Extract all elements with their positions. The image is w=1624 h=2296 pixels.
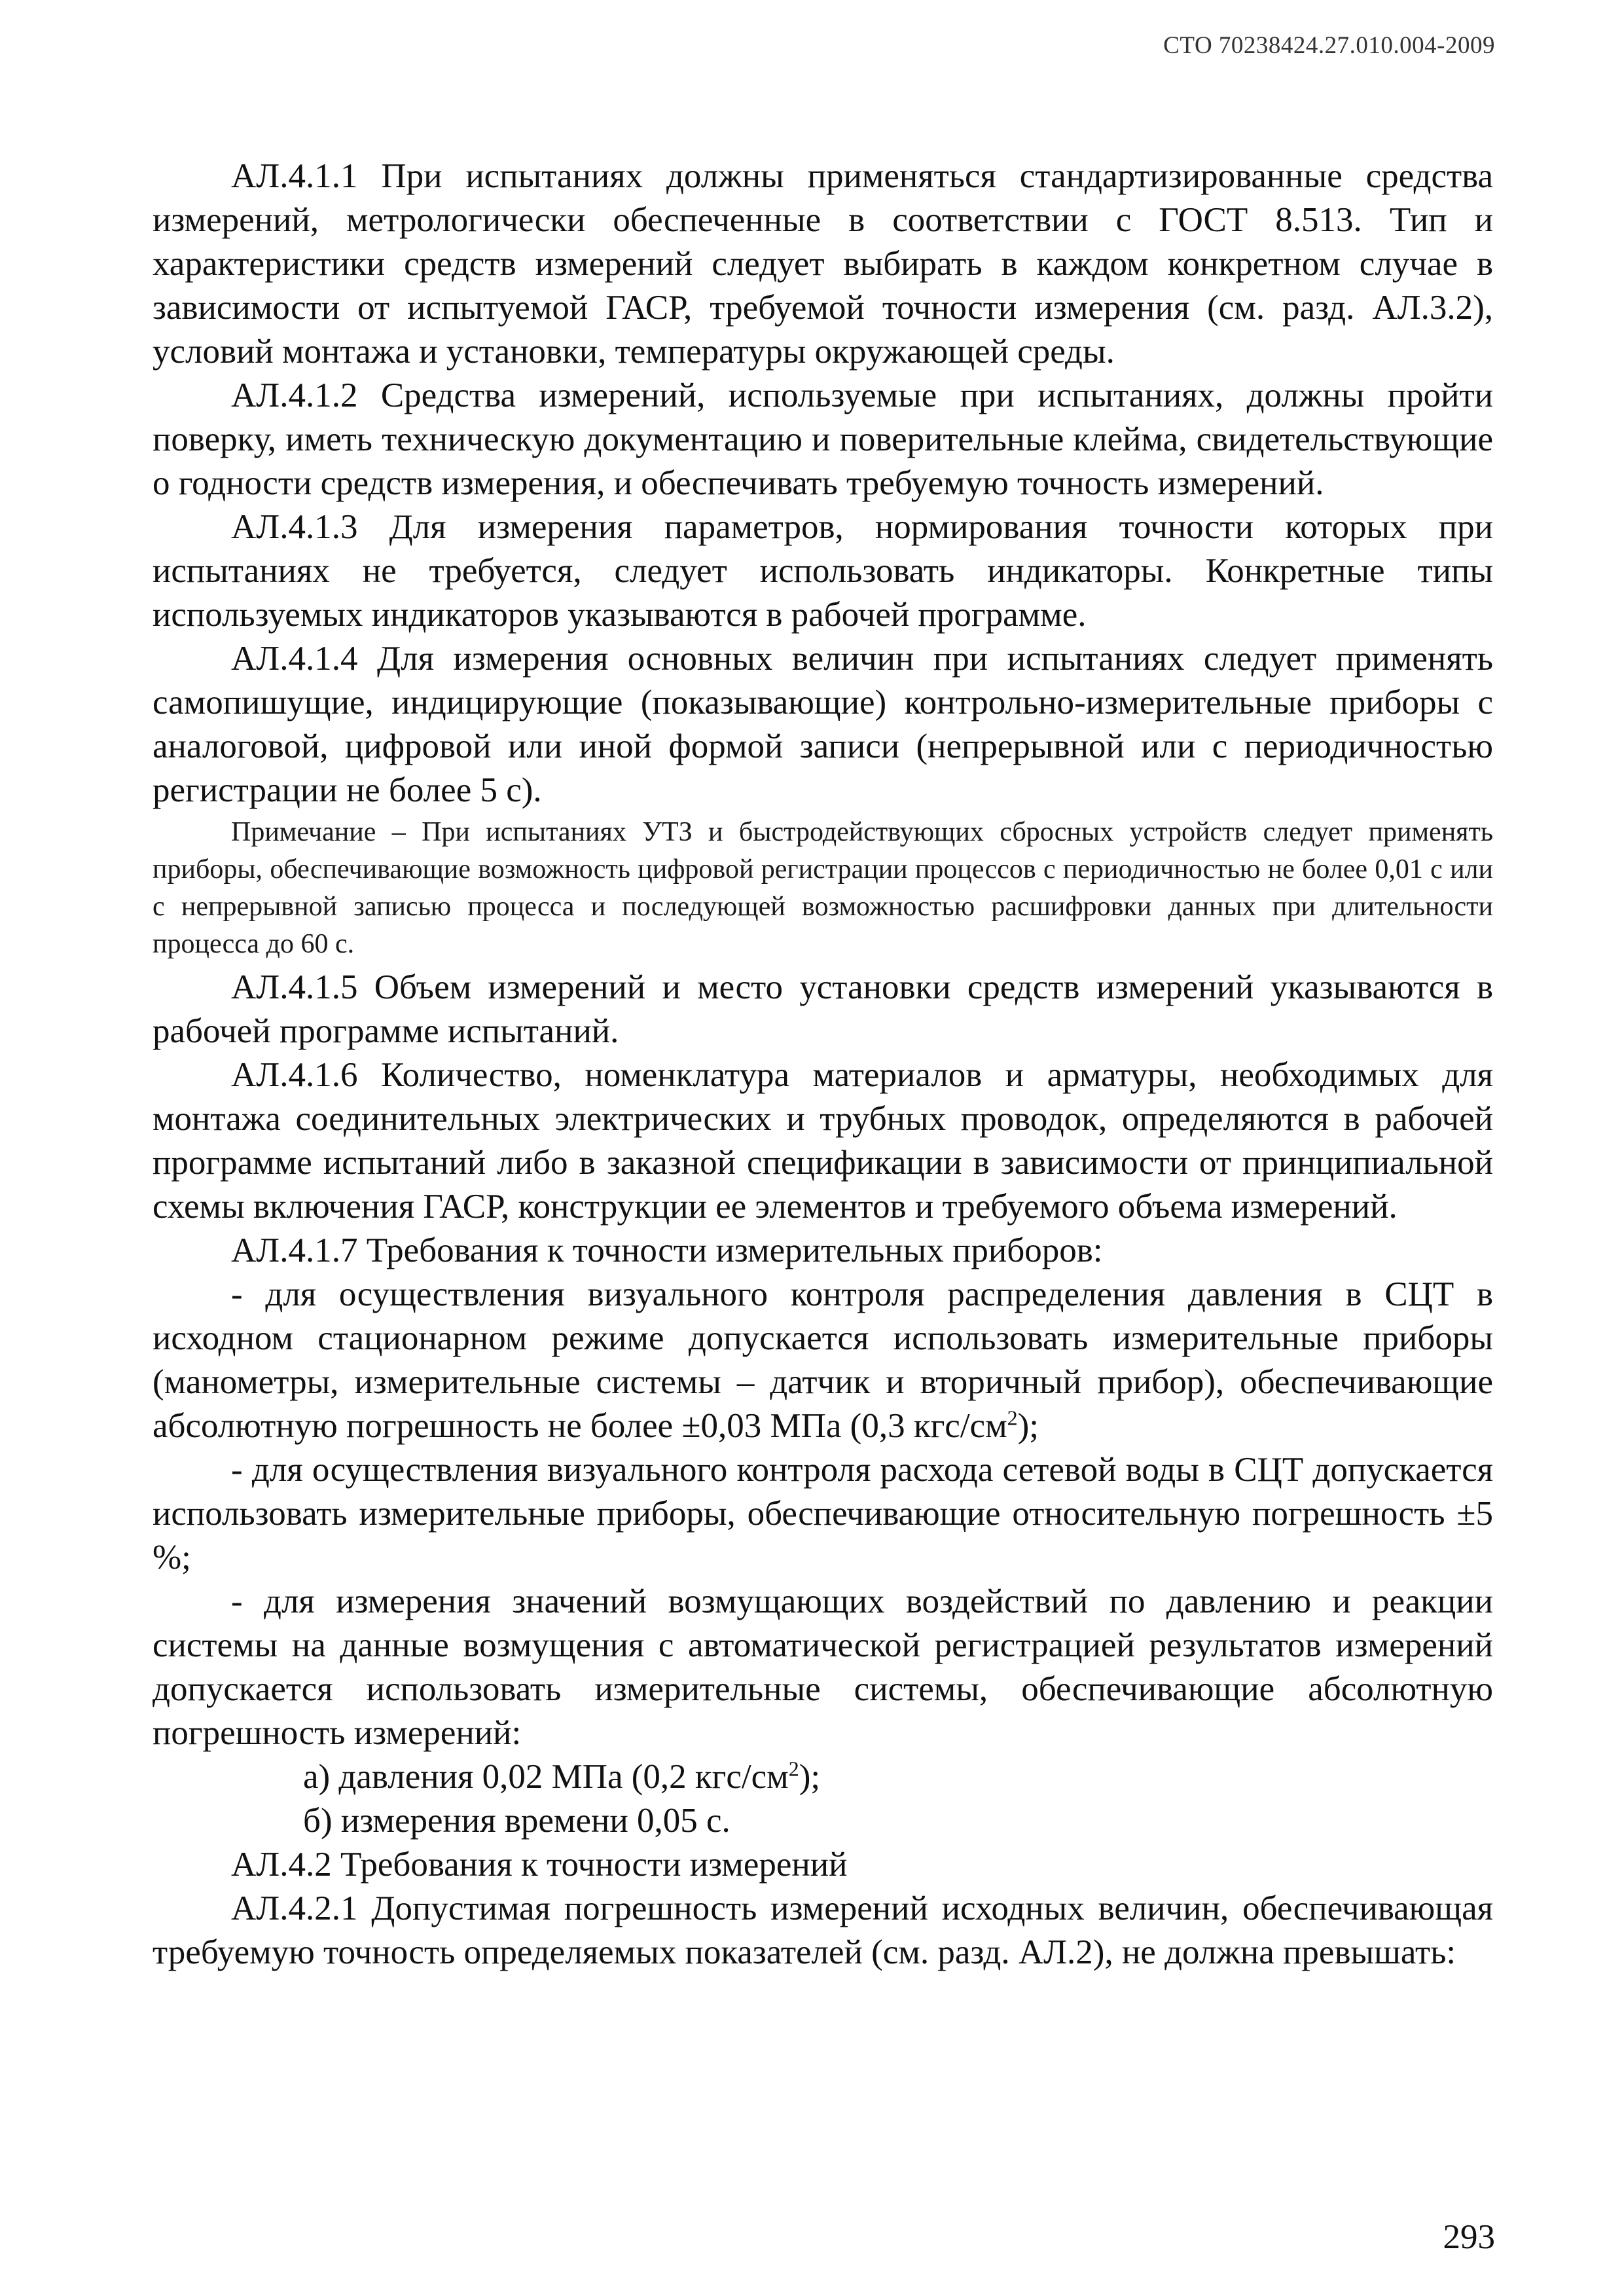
superscript: 2 xyxy=(1007,1406,1018,1430)
page-number: 293 xyxy=(1443,2218,1495,2256)
paragraph-al-4-2-1: АЛ.4.2.1 Допустимая погрешность измерений исходных величин, обеспечивающая требуемую точность определяемых показателей (см. разд. АЛ.2), не должна превышать: xyxy=(153,1889,1493,1971)
superscript: 2 xyxy=(788,1757,799,1781)
paragraph-al-4-1-5: АЛ.4.1.5 Объем измерений и место установки средств измерений указываются в рабочей программе испытаний. xyxy=(153,968,1493,1050)
list-item-disturbance-measurement: - для измерения значений возмущающих воздействий по давлению и реакции системы на данные возмущения с автоматической регистрацией результатов измерений допускается использовать измерительные системы, обеспечивающие абсолютную погрешность измерений: xyxy=(153,1582,1493,1752)
paragraph-al-4-1-3: АЛ.4.1.3 Для измерения параметров, нормирования точности которых при испытаниях не требуется, следует использовать индикаторы. Конкретные типы используемых индикаторов указываются в рабочей программе. xyxy=(153,508,1493,634)
paragraph-al-4-1-4: АЛ.4.1.4 Для измерения основных величин при испытаниях следует применять самопишущие, индицирующие (показывающие) контрольно-измерительные приборы с аналоговой, цифровой или иной формой записи (непрерывной или с периодичностью регистрации не более 5 с). xyxy=(153,640,1493,809)
sub-item-end: ); xyxy=(799,1758,821,1796)
page-body xyxy=(153,155,1493,1975)
sub-item-text: а) давления 0,02 МПа (0,2 кгс/см xyxy=(303,1758,789,1796)
list-item-flow-control: - для осуществления визуального контроля расхода сетевой воды в СЦТ допускается использовать измерительные приборы, обеспечивающие относительную погрешность ±5 %; xyxy=(153,1451,1493,1576)
list-item-text: - для осуществления визуального контроля распределения давления в СЦТ в исходном стационарном режиме допускается использовать измерительные приборы (манометры, измерительные системы – датчик и вторичный прибор), обеспечивающие абсолютную погрешность не более ±0,03 МПа (0,3 кгс/см xyxy=(153,1275,1493,1445)
paragraph-al-4-1-2: АЛ.4.1.2 Средства измерений, используемые при испытаниях, должны пройти поверку, иметь техническую документацию и поверительные клейма, свидетельствующие о годности средств измерения, и обеспечивать требуемую точность измерений. xyxy=(153,376,1493,502)
paragraph-al-4-1-7: АЛ.4.1.7 Требования к точности измерительных приборов: xyxy=(231,1231,1103,1269)
paragraph-al-4-1-6: АЛ.4.1.6 Количество, номенклатура материалов и арматуры, необходимых для монтажа соединительных электрических и трубных проводок, определяются в рабочей программе испытаний либо в заказной спецификации в зависимости от принципиальной схемы включения ГАСР, конструкции ее элементов и требуемого объема измерений. xyxy=(153,1056,1493,1226)
note: Примечание – При испытаниях УТЗ и быстродействующих сбросных устройств следует применять приборы, обеспечивающие возможность цифровой регистрации процессов с периодичностью не более 0,01 с или с непрерывной записью процесса и последующей возможностью расшифровки данных при длительности процесса до 60 с. xyxy=(153,817,1493,959)
section-heading-al-4-2: АЛ.4.2 Требования к точности измерений xyxy=(231,1846,848,1884)
paragraph-al-4-1-1: АЛ.4.1.1 При испытаниях должны применяться стандартизированные средства измерений, метрологически обеспеченные в соответствии с ГОСТ 8.513. Тип и характеристики средств измерений следует выбирать в каждом конкретном случае в зависимости от испытуемой ГАСР, требуемой точности измерения (см. разд. АЛ.3.2), условий монтажа и установки, температуры окружающей среды. xyxy=(153,157,1493,371)
list-item-pressure-control xyxy=(153,1273,1493,1448)
sub-item-a xyxy=(153,1755,1493,1799)
document-code: СТО 70238424.27.010.004-2009 xyxy=(1163,32,1495,59)
sub-item-b: б) измерения времени 0,05 с. xyxy=(303,1802,731,1840)
list-item-end: ); xyxy=(1017,1407,1039,1445)
